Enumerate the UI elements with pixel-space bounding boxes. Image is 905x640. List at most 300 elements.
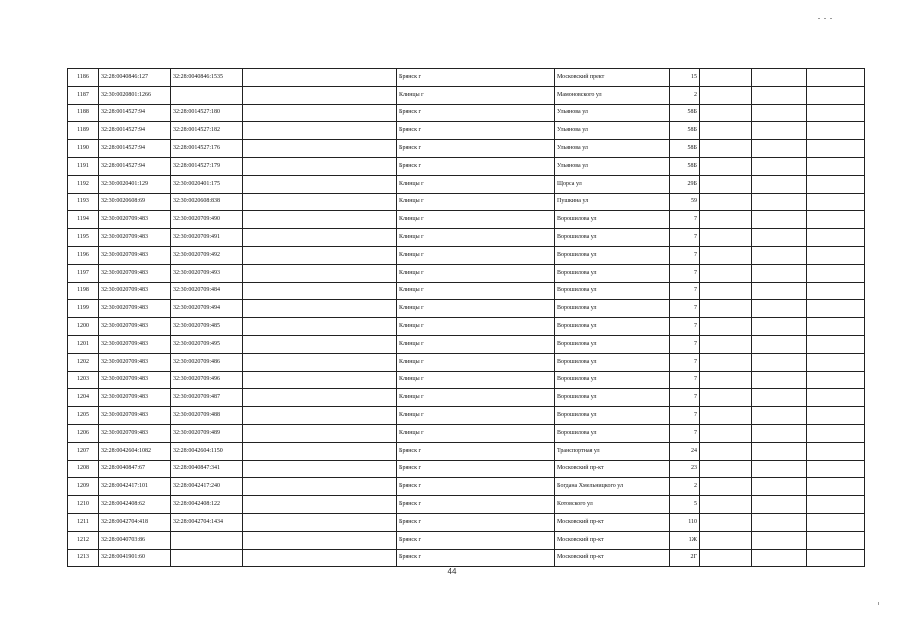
cell-number: 1203 [68, 371, 99, 389]
cell-empty [807, 407, 865, 425]
cell-house: 7 [670, 300, 700, 318]
cell-empty [700, 460, 752, 478]
cell-number: 1187 [68, 86, 99, 104]
cell-house: 7 [670, 353, 700, 371]
cell-number: 1211 [68, 513, 99, 531]
cell-number: 1201 [68, 335, 99, 353]
cell-cadastral-parcel: 32:30:0020801:1266 [99, 86, 171, 104]
table-row [68, 478, 865, 496]
cell-empty [752, 104, 807, 122]
cell-cadastral-parcel: 32:30:0020709:483 [99, 229, 171, 247]
cell-cadastral-parcel: 32:28:0014527:94 [99, 157, 171, 175]
cell-cadastral-object: 32:28:0042604:1150 [171, 442, 243, 460]
cell-empty [807, 353, 865, 371]
cell-house: 7 [670, 424, 700, 442]
cell-street: Московский пр-кт [555, 549, 670, 567]
cell-house: 58Б [670, 140, 700, 158]
cell-empty [752, 424, 807, 442]
cell-empty [243, 300, 397, 318]
cell-empty [752, 549, 807, 567]
cell-cadastral-object: 32:28:0040846:1535 [171, 69, 243, 87]
page-number: 44 [447, 567, 457, 576]
table-row [68, 122, 865, 140]
cell-number: 1199 [68, 300, 99, 318]
cell-cadastral-parcel: 32:30:0020709:483 [99, 353, 171, 371]
cell-empty [700, 407, 752, 425]
cell-empty [752, 140, 807, 158]
cell-empty [243, 104, 397, 122]
cell-cadastral-object: 32:30:0020709:496 [171, 371, 243, 389]
cell-empty [752, 353, 807, 371]
cell-empty [807, 300, 865, 318]
cell-house: 2 [670, 478, 700, 496]
cell-cadastral-object [171, 86, 243, 104]
cell-street: Транспортная ул [555, 442, 670, 460]
cell-empty [700, 442, 752, 460]
cell-locality: Брянск г [397, 531, 555, 549]
cell-cadastral-parcel: 32:28:0040703:86 [99, 531, 171, 549]
cell-number: 1191 [68, 157, 99, 175]
table-row [68, 264, 865, 282]
cell-street: Котовского ул [555, 496, 670, 514]
cell-empty [752, 229, 807, 247]
cell-street: Ульянова ул [555, 140, 670, 158]
cell-house: 7 [670, 389, 700, 407]
cell-empty [807, 175, 865, 193]
cell-cadastral-object: 32:28:0042408:122 [171, 496, 243, 514]
cell-empty [700, 122, 752, 140]
cell-street: Ворошилова ул [555, 371, 670, 389]
cell-empty [700, 175, 752, 193]
cell-empty [752, 442, 807, 460]
table-row [68, 157, 865, 175]
cell-number: 1209 [68, 478, 99, 496]
cell-empty [807, 531, 865, 549]
cell-empty [807, 371, 865, 389]
cell-empty [700, 389, 752, 407]
cell-cadastral-object: 32:28:0014527:176 [171, 140, 243, 158]
cell-empty [700, 246, 752, 264]
cell-empty [700, 69, 752, 87]
cell-empty [752, 246, 807, 264]
cell-house: 15 [670, 69, 700, 87]
cell-cadastral-object: 32:30:0020709:490 [171, 211, 243, 229]
cell-house: 7 [670, 335, 700, 353]
cell-cadastral-parcel: 32:30:0020709:483 [99, 389, 171, 407]
table-row [68, 513, 865, 531]
cell-empty [807, 246, 865, 264]
cell-empty [752, 69, 807, 87]
cell-cadastral-parcel: 32:28:0040847:67 [99, 460, 171, 478]
cell-locality: Клинцы г [397, 353, 555, 371]
cell-street: Пушкина ул [555, 193, 670, 211]
table-row [68, 104, 865, 122]
cell-empty [807, 318, 865, 336]
scan-speck [878, 602, 879, 605]
cell-empty [700, 157, 752, 175]
cell-cadastral-object: 32:28:0014527:179 [171, 157, 243, 175]
cell-house: 7 [670, 229, 700, 247]
cell-empty [243, 229, 397, 247]
cell-house: 24 [670, 442, 700, 460]
cell-empty [243, 513, 397, 531]
cell-cadastral-object: 32:28:0014527:182 [171, 122, 243, 140]
cell-number: 1186 [68, 69, 99, 87]
cell-cadastral-parcel: 32:30:0020709:483 [99, 407, 171, 425]
table-row [68, 193, 865, 211]
table-row [68, 140, 865, 158]
cell-empty [243, 389, 397, 407]
cell-number: 1197 [68, 264, 99, 282]
cell-empty [700, 371, 752, 389]
table-row [68, 549, 865, 567]
table-row [68, 300, 865, 318]
cell-house: 1Ж [670, 531, 700, 549]
cell-street: Мамоновского ул [555, 86, 670, 104]
cell-house: 58Б [670, 157, 700, 175]
cell-number: 1206 [68, 424, 99, 442]
cell-locality: Клинцы г [397, 229, 555, 247]
cell-cadastral-object: 32:30:0020709:489 [171, 424, 243, 442]
cell-empty [752, 282, 807, 300]
cell-street: Ворошилова ул [555, 318, 670, 336]
cell-empty [752, 193, 807, 211]
cell-cadastral-parcel: 32:28:0042408:62 [99, 496, 171, 514]
cell-empty [752, 264, 807, 282]
cell-locality: Брянск г [397, 513, 555, 531]
cell-empty [807, 211, 865, 229]
table-row [68, 318, 865, 336]
cell-cadastral-object: 32:30:0020709:491 [171, 229, 243, 247]
cell-cadastral-parcel: 32:30:0020608:69 [99, 193, 171, 211]
cell-street: Ворошилова ул [555, 246, 670, 264]
cell-empty [752, 496, 807, 514]
cell-locality: Клинцы г [397, 193, 555, 211]
cell-house: 7 [670, 246, 700, 264]
cell-locality: Брянск г [397, 478, 555, 496]
cell-empty [243, 478, 397, 496]
cell-number: 1200 [68, 318, 99, 336]
table-row [68, 531, 865, 549]
cell-cadastral-parcel: 32:30:0020401:129 [99, 175, 171, 193]
table-row [68, 389, 865, 407]
cell-empty [243, 122, 397, 140]
cell-cadastral-parcel: 32:28:0042704:418 [99, 513, 171, 531]
table-row [68, 175, 865, 193]
cell-house: 7 [670, 211, 700, 229]
cell-cadastral-object: 32:30:0020709:486 [171, 353, 243, 371]
cell-locality: Брянск г [397, 157, 555, 175]
cell-number: 1213 [68, 549, 99, 567]
cell-locality: Брянск г [397, 69, 555, 87]
cell-cadastral-parcel: 32:30:0020709:483 [99, 264, 171, 282]
cell-house: 7 [670, 264, 700, 282]
cell-locality: Клинцы г [397, 282, 555, 300]
table-row [68, 246, 865, 264]
cell-empty [243, 264, 397, 282]
cell-cadastral-object: 32:30:0020709:484 [171, 282, 243, 300]
cell-empty [807, 282, 865, 300]
cell-empty [807, 104, 865, 122]
cell-empty [243, 175, 397, 193]
cell-house: 5 [670, 496, 700, 514]
cell-empty [243, 424, 397, 442]
cell-cadastral-object: 32:30:0020709:492 [171, 246, 243, 264]
cell-number: 1208 [68, 460, 99, 478]
cell-cadastral-object: 32:28:0014527:180 [171, 104, 243, 122]
cell-empty [243, 549, 397, 567]
cell-street: Ульянова ул [555, 122, 670, 140]
cell-empty [807, 460, 865, 478]
cell-number: 1198 [68, 282, 99, 300]
cell-locality: Клинцы г [397, 407, 555, 425]
cell-empty [700, 264, 752, 282]
cell-cadastral-parcel: 32:28:0042417:101 [99, 478, 171, 496]
cell-empty [807, 389, 865, 407]
cell-cadastral-object: 32:30:0020709:488 [171, 407, 243, 425]
cell-cadastral-object: 32:28:0042704:1434 [171, 513, 243, 531]
cell-empty [243, 140, 397, 158]
cell-empty [700, 104, 752, 122]
cell-empty [807, 335, 865, 353]
cell-cadastral-parcel: 32:28:0014527:94 [99, 104, 171, 122]
cell-locality: Клинцы г [397, 371, 555, 389]
cell-empty [807, 193, 865, 211]
cell-cadastral-parcel: 32:30:0020709:483 [99, 424, 171, 442]
cell-empty [807, 122, 865, 140]
cell-locality: Клинцы г [397, 389, 555, 407]
cell-locality: Клинцы г [397, 318, 555, 336]
cell-street: Ворошилова ул [555, 389, 670, 407]
cell-empty [243, 460, 397, 478]
cell-empty [243, 246, 397, 264]
cell-locality: Клинцы г [397, 175, 555, 193]
cell-number: 1212 [68, 531, 99, 549]
cell-house: 29Б [670, 175, 700, 193]
cell-empty [807, 229, 865, 247]
cell-house: 7 [670, 282, 700, 300]
cell-empty [752, 513, 807, 531]
cell-street: Московский пр-кт [555, 460, 670, 478]
cell-empty [243, 86, 397, 104]
cell-empty [752, 407, 807, 425]
cell-cadastral-parcel: 32:30:0020709:483 [99, 335, 171, 353]
cell-empty [752, 335, 807, 353]
cell-street: Ворошилова ул [555, 282, 670, 300]
cell-empty [807, 549, 865, 567]
cell-locality: Брянск г [397, 122, 555, 140]
cell-locality: Клинцы г [397, 264, 555, 282]
table-row [68, 353, 865, 371]
cell-locality: Брянск г [397, 460, 555, 478]
cell-locality: Клинцы г [397, 246, 555, 264]
cell-cadastral-parcel: 32:30:0020709:483 [99, 282, 171, 300]
cell-house: 23 [670, 460, 700, 478]
cell-empty [752, 175, 807, 193]
cell-empty [700, 335, 752, 353]
cell-empty [243, 335, 397, 353]
cell-empty [752, 122, 807, 140]
table-row [68, 442, 865, 460]
cell-number: 1196 [68, 246, 99, 264]
cell-cadastral-object: 32:30:0020709:485 [171, 318, 243, 336]
cell-empty [700, 318, 752, 336]
cell-street: Ворошилова ул [555, 211, 670, 229]
cell-number: 1204 [68, 389, 99, 407]
cell-empty [752, 478, 807, 496]
cell-empty [700, 229, 752, 247]
cell-empty [700, 353, 752, 371]
cell-number: 1210 [68, 496, 99, 514]
cell-number: 1205 [68, 407, 99, 425]
cell-empty [752, 318, 807, 336]
cell-empty [243, 318, 397, 336]
cell-cadastral-parcel: 32:28:0014527:94 [99, 140, 171, 158]
cell-empty [752, 460, 807, 478]
cell-cadastral-object: 32:30:0020608:838 [171, 193, 243, 211]
cell-empty [807, 140, 865, 158]
cell-house: 110 [670, 513, 700, 531]
cell-empty [700, 140, 752, 158]
cell-empty [752, 531, 807, 549]
cell-empty [752, 86, 807, 104]
cell-cadastral-parcel: 32:30:0020709:483 [99, 211, 171, 229]
cell-street: Московский прект [555, 69, 670, 87]
cell-empty [807, 424, 865, 442]
cell-street: Ульянова ул [555, 157, 670, 175]
cell-number: 1193 [68, 193, 99, 211]
scan-speck [818, 18, 820, 19]
table-row [68, 282, 865, 300]
cell-empty [807, 478, 865, 496]
cell-number: 1194 [68, 211, 99, 229]
cell-cadastral-object: 32:28:0042417:240 [171, 478, 243, 496]
cell-street: Ворошилова ул [555, 229, 670, 247]
cell-empty [752, 157, 807, 175]
cell-empty [700, 300, 752, 318]
cell-cadastral-parcel: 32:30:0020709:483 [99, 300, 171, 318]
cell-number: 1207 [68, 442, 99, 460]
cell-empty [243, 531, 397, 549]
cell-street: Богдана Хмельницкого ул [555, 478, 670, 496]
table-row [68, 460, 865, 478]
cell-empty [807, 69, 865, 87]
table-row [68, 211, 865, 229]
table-body [68, 69, 865, 567]
cell-street: Ворошилова ул [555, 353, 670, 371]
cell-street: Ворошилова ул [555, 300, 670, 318]
cell-cadastral-object: 32:30:0020709:495 [171, 335, 243, 353]
cell-locality: Клинцы г [397, 300, 555, 318]
cell-house: 2 [670, 86, 700, 104]
cell-street: Московский пр-кт [555, 531, 670, 549]
cell-cadastral-object: 32:30:0020401:175 [171, 175, 243, 193]
table-row [68, 86, 865, 104]
cell-cadastral-object: 32:30:0020709:493 [171, 264, 243, 282]
cell-street: Щорса ул [555, 175, 670, 193]
cell-empty [700, 549, 752, 567]
cell-house: 58Б [670, 122, 700, 140]
table-row [68, 496, 865, 514]
table-row [68, 335, 865, 353]
cell-locality: Клинцы г [397, 424, 555, 442]
cell-locality: Клинцы г [397, 86, 555, 104]
cell-empty [243, 193, 397, 211]
cell-number: 1188 [68, 104, 99, 122]
cell-empty [700, 513, 752, 531]
cell-empty [752, 371, 807, 389]
table-row [68, 371, 865, 389]
cell-house: 7 [670, 371, 700, 389]
scan-speck [824, 18, 826, 19]
cell-locality: Брянск г [397, 442, 555, 460]
cell-house: 59 [670, 193, 700, 211]
table-row [68, 69, 865, 87]
cell-empty [807, 86, 865, 104]
cell-cadastral-object [171, 531, 243, 549]
cell-empty [700, 86, 752, 104]
registry-table [67, 68, 865, 567]
cell-street: Ворошилова ул [555, 264, 670, 282]
cell-empty [243, 69, 397, 87]
scan-speck [830, 18, 832, 19]
cell-empty [807, 442, 865, 460]
cell-street: Ворошилова ул [555, 407, 670, 425]
cell-street: Ульянова ул [555, 104, 670, 122]
cell-empty [700, 193, 752, 211]
cell-street: Ворошилова ул [555, 335, 670, 353]
cell-empty [752, 389, 807, 407]
cell-cadastral-parcel: 32:30:0020709:483 [99, 246, 171, 264]
cell-empty [700, 496, 752, 514]
cell-cadastral-parcel: 32:28:0040846:127 [99, 69, 171, 87]
table-row [68, 407, 865, 425]
cell-cadastral-object: 32:30:0020709:494 [171, 300, 243, 318]
cell-cadastral-parcel: 32:28:0014527:94 [99, 122, 171, 140]
table-row [68, 229, 865, 247]
cell-locality: Брянск г [397, 140, 555, 158]
cell-locality: Клинцы г [397, 335, 555, 353]
cell-street: Ворошилова ул [555, 424, 670, 442]
cell-locality: Брянск г [397, 104, 555, 122]
cell-empty [243, 353, 397, 371]
cell-empty [243, 496, 397, 514]
cell-number: 1190 [68, 140, 99, 158]
cell-locality: Клинцы г [397, 211, 555, 229]
cell-house: 7 [670, 318, 700, 336]
cell-empty [700, 531, 752, 549]
cell-cadastral-object [171, 549, 243, 567]
cell-empty [243, 157, 397, 175]
cell-cadastral-parcel: 32:30:0020709:483 [99, 318, 171, 336]
cell-empty [807, 513, 865, 531]
cell-empty [700, 478, 752, 496]
cell-number: 1192 [68, 175, 99, 193]
cell-locality: Брянск г [397, 496, 555, 514]
cell-house: 7 [670, 407, 700, 425]
cell-empty [700, 424, 752, 442]
cell-empty [700, 211, 752, 229]
cell-empty [807, 264, 865, 282]
cell-empty [700, 282, 752, 300]
cell-empty [752, 211, 807, 229]
cell-empty [807, 157, 865, 175]
cell-number: 1195 [68, 229, 99, 247]
cell-empty [243, 211, 397, 229]
cell-house: 58Б [670, 104, 700, 122]
cell-empty [807, 496, 865, 514]
cell-street: Московский пр-кт [555, 513, 670, 531]
